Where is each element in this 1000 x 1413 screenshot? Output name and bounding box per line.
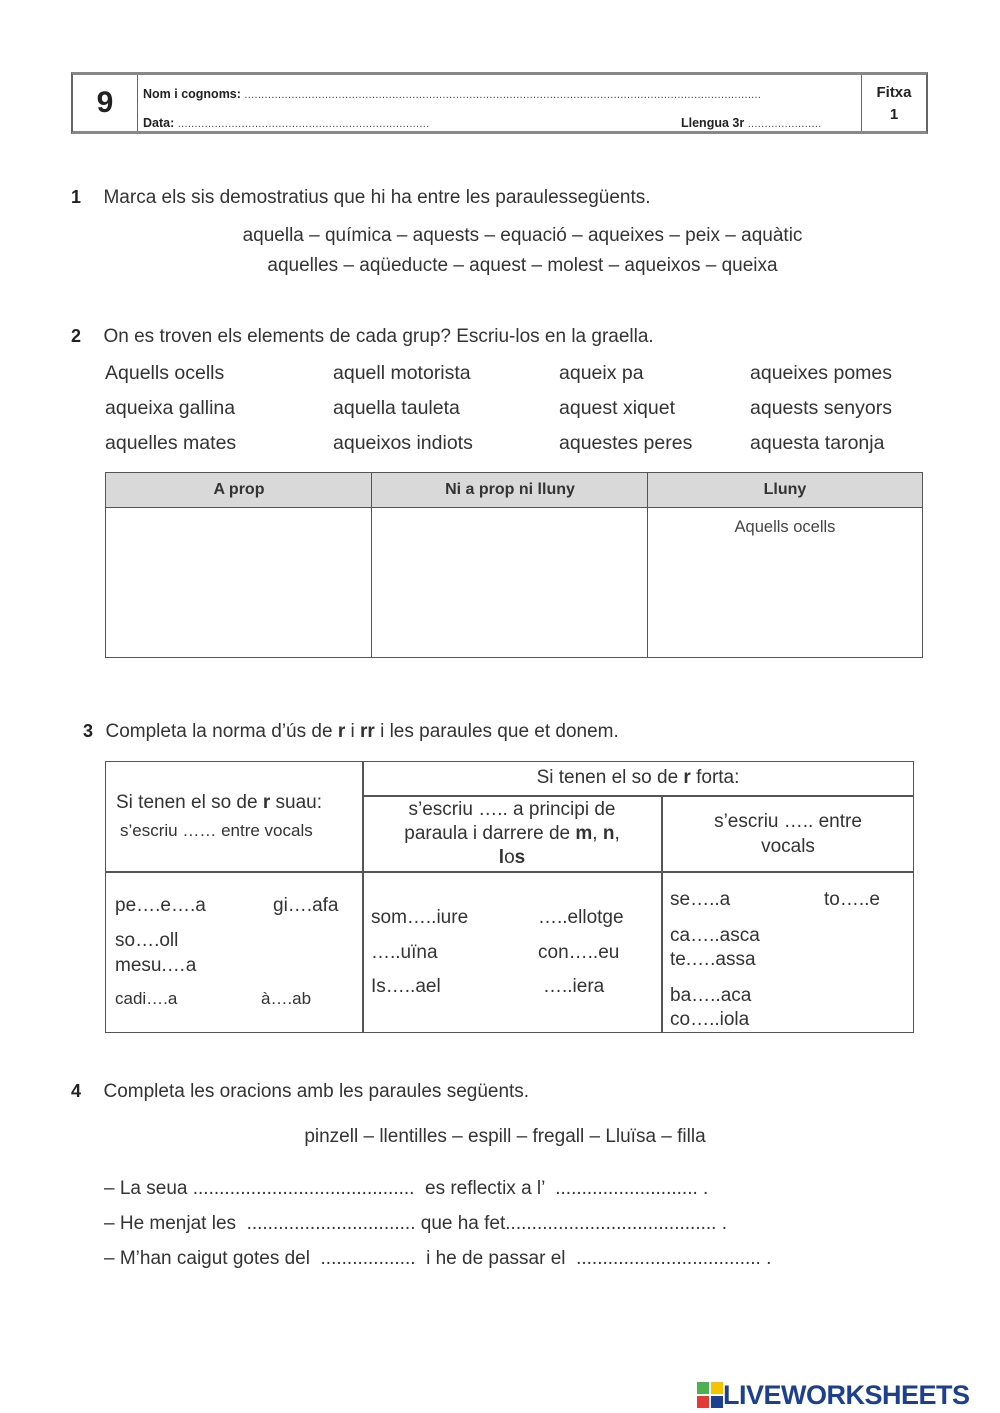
- drop-zone-a-prop[interactable]: [106, 508, 371, 656]
- suau-rule[interactable]: s’escriu …… entre vocals: [120, 821, 313, 840]
- fill-word[interactable]: …..uïna: [371, 942, 438, 963]
- instruction-and: i: [345, 721, 360, 742]
- word-item[interactable]: aquell motorista: [333, 362, 471, 384]
- question-4-word-bank: pinzell – llentilles – espill – fregall – Lluïsa – filla: [304, 1126, 706, 1147]
- letter-m: m: [575, 823, 593, 844]
- fill-word[interactable]: to…..e: [824, 889, 880, 910]
- question-4-instruction: Completa les oracions amb les paraules següents.: [103, 1081, 530, 1102]
- header-fields: [137, 75, 862, 131]
- word-item[interactable]: aqueixes pomes: [750, 362, 893, 384]
- lluny-answer: Aquells ocells: [734, 518, 836, 536]
- forta-rule-2-line-2: vocals: [761, 836, 815, 857]
- header-ni-a-prop-ni-lluny: Ni a prop ni lluny: [445, 481, 575, 498]
- classification-table: [105, 472, 923, 658]
- letter-s: s: [514, 847, 526, 868]
- subject-label: Llengua 3r: [681, 116, 745, 130]
- table-header-row: [106, 473, 922, 508]
- question-3-instruction-end: i les paraules que et donem.: [374, 721, 619, 742]
- forta-rule-1-line-1: s’escriu ….. a principi de: [408, 799, 616, 820]
- sentence-3[interactable]: – M’han caigut gotes del .................. i he de passar el ................................... .: [104, 1248, 772, 1269]
- liveworksheets-logo-icon: [697, 1382, 723, 1408]
- question-1: [71, 187, 651, 209]
- letter-l: l: [498, 847, 505, 868]
- fill-word[interactable]: ba…..aca: [670, 985, 752, 1006]
- subject-dots: ......................: [747, 118, 822, 130]
- fill-word[interactable]: con…..eu: [538, 942, 620, 963]
- instruction-r: r: [337, 721, 346, 742]
- date-field-row: [143, 116, 429, 130]
- name-label: Nom i cognoms:: [143, 87, 241, 101]
- fill-word[interactable]: co…..iola: [670, 1009, 750, 1030]
- question-4: [71, 1081, 529, 1103]
- question-2: [71, 326, 654, 348]
- date-label: Data:: [143, 116, 175, 130]
- question-4-number: 4: [71, 1081, 82, 1101]
- fill-word[interactable]: so….oll: [115, 930, 179, 951]
- date-dots[interactable]: ...........................................................................: [177, 118, 430, 130]
- letter-n: n: [602, 823, 615, 844]
- column-divider: [371, 473, 372, 657]
- word-item[interactable]: aquelles mates: [105, 432, 237, 454]
- forta-rule-1-line-3: [363, 846, 661, 870]
- word-item[interactable]: Aquells ocells: [105, 362, 225, 384]
- fitxa-label: Fitxa: [876, 84, 912, 101]
- forta-rule-1-line-2: [363, 822, 661, 846]
- drop-zone-ni-a-prop-ni-lluny[interactable]: [373, 508, 647, 656]
- fill-word[interactable]: te.….assa: [670, 949, 756, 970]
- fitxa-number: 1: [889, 106, 899, 123]
- liveworksheets-logo-text: LIVEWORKSHEETS: [723, 1379, 970, 1410]
- forta-rule-1[interactable]: [363, 798, 661, 870]
- liveworksheets-logo: [697, 1380, 970, 1410]
- forta-rule-2-line-1: s’escriu ….. entre: [714, 811, 862, 832]
- question-1-words-line-2[interactable]: aquelles – aqüeducte – aquest – molest – aqueixos – queixa: [267, 255, 778, 276]
- fill-word[interactable]: gi….afa: [273, 895, 339, 916]
- fill-word[interactable]: à….ab: [261, 989, 312, 1008]
- comma: ,: [614, 823, 620, 844]
- suau-title-text: Si tenen el so de: [116, 792, 263, 813]
- question-3-instruction-start: Completa la norma d’ús de: [105, 721, 338, 742]
- question-1-number: 1: [71, 187, 82, 207]
- instruction-rr: rr: [360, 721, 375, 742]
- fill-word[interactable]: ca…..asca: [670, 925, 760, 946]
- sentence-2[interactable]: – He menjat les ................................ que ha fet........................................ .: [104, 1213, 727, 1234]
- word-item[interactable]: aqueix pa: [559, 362, 644, 384]
- header-a-prop: A prop: [213, 481, 265, 498]
- fill-word[interactable]: som…..iure: [371, 907, 469, 928]
- suau-title-end: suau:: [270, 792, 322, 813]
- worksheet-number: 9: [73, 75, 138, 131]
- word-item[interactable]: aquest xiquet: [559, 397, 676, 419]
- comma: ,: [592, 823, 603, 844]
- word-item[interactable]: aquesta taronja: [750, 432, 885, 454]
- word-item[interactable]: aquestes peres: [559, 432, 693, 454]
- letter-o: o: [504, 847, 515, 868]
- forta-title-text: Si tenen el so de: [536, 767, 684, 788]
- question-3-number: 3: [83, 721, 94, 741]
- question-2-instruction: On es troven els elements de cada grup? Escriu-los en la graella.: [103, 326, 654, 347]
- column-divider: [647, 473, 648, 657]
- word-item[interactable]: aqueixos indiots: [333, 432, 473, 454]
- r-rr-table: [105, 761, 914, 1033]
- name-dots[interactable]: ..........................................................................................................................................................: [244, 89, 762, 101]
- fill-word[interactable]: Is…..ael: [371, 976, 441, 997]
- question-1-instruction: Marca els sis demostratius que hi ha entre les paraulessegüents.: [103, 187, 651, 208]
- word-item[interactable]: aquests senyors: [750, 397, 892, 419]
- name-field-row: [143, 87, 761, 101]
- worksheet-header: [71, 72, 928, 134]
- forta-title-r: r: [683, 767, 691, 788]
- header-lluny: Lluny: [763, 481, 807, 498]
- question-2-number: 2: [71, 326, 82, 346]
- forta-title: [363, 767, 913, 789]
- suau-title: [116, 792, 322, 814]
- suau-title-r: r: [262, 792, 271, 813]
- question-1-words-line-1[interactable]: aquella – química – aquests – equació – aqueixes – peix – aquàtic: [242, 225, 803, 246]
- forta-title-end: forta:: [690, 767, 740, 788]
- sentence-1[interactable]: – La seua .......................................... es reflectix a l’ ........................... .: [104, 1178, 709, 1199]
- fill-word[interactable]: pe….e….a: [115, 895, 206, 916]
- fitxa-box: [861, 75, 926, 131]
- word-item[interactable]: aquella tauleta: [333, 397, 460, 419]
- fill-word[interactable]: se…..a: [670, 889, 731, 910]
- question-3: [83, 721, 619, 743]
- subject-field-row: [681, 116, 822, 130]
- table-line: [362, 795, 913, 797]
- fill-word[interactable]: …..iera: [543, 976, 605, 997]
- fill-word[interactable]: …..ellotge: [538, 907, 624, 928]
- forta-rule-2[interactable]: [663, 809, 913, 859]
- table-line: [106, 871, 913, 873]
- forta-rule-1-text: paraula i darrere de: [404, 823, 576, 844]
- fill-word[interactable]: cadi….a: [115, 989, 178, 1008]
- fill-word[interactable]: mesu.…a: [115, 955, 197, 976]
- word-item[interactable]: aqueixa gallina: [105, 397, 236, 419]
